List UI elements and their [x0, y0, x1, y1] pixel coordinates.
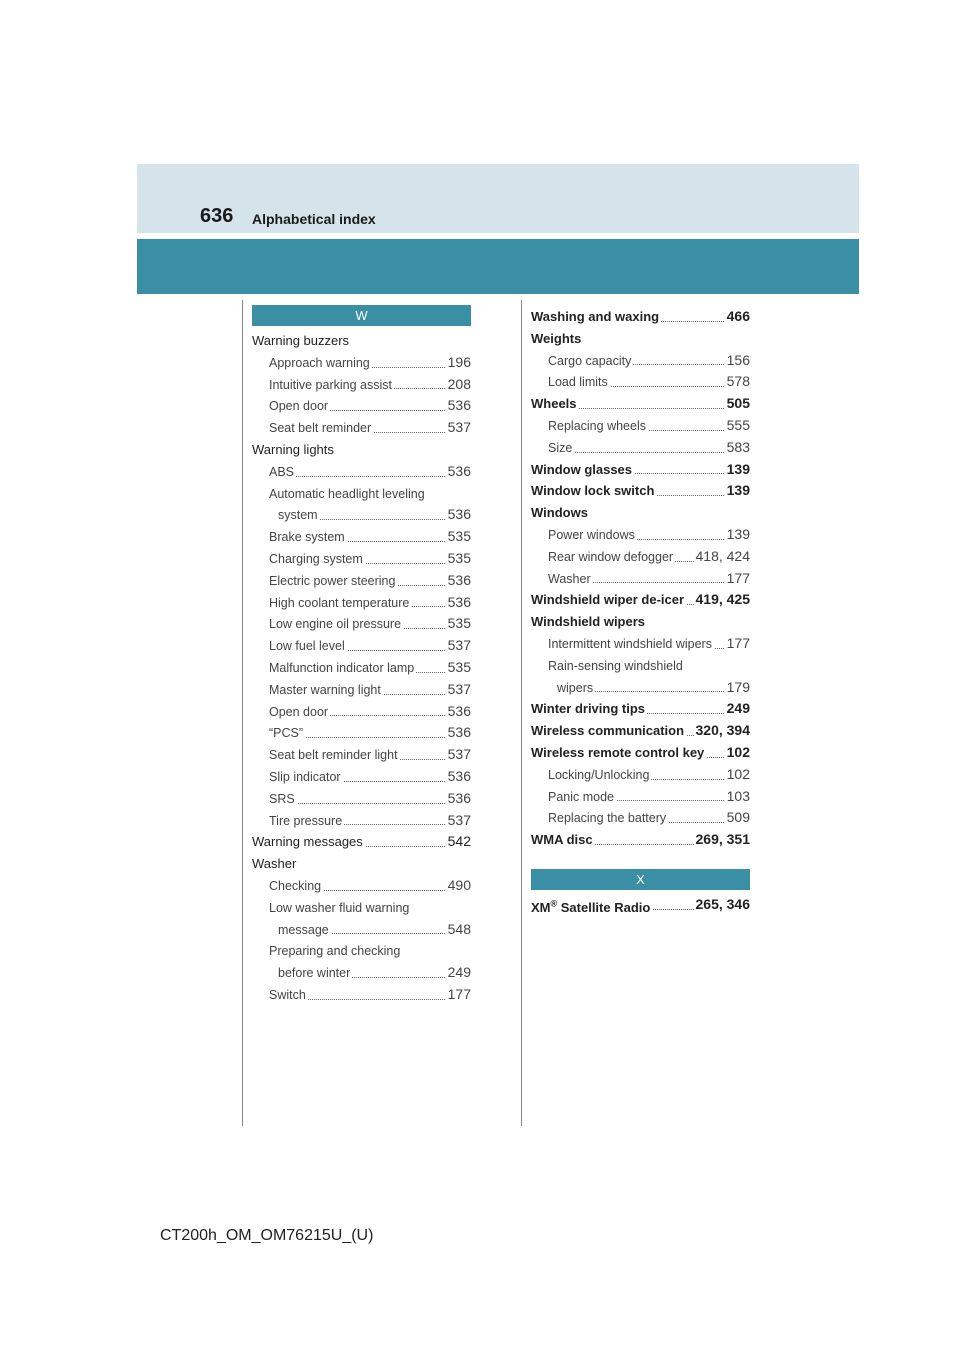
- entry-page: 537: [446, 635, 471, 657]
- entry-label: Replacing wheels: [548, 418, 646, 433]
- entry-label: ABS: [269, 464, 295, 479]
- entry-page: 419, 425: [694, 589, 751, 611]
- index-entry[interactable]: [531, 589, 750, 611]
- index-entry[interactable]: [531, 720, 750, 742]
- index-entry[interactable]: [252, 875, 471, 897]
- index-entry[interactable]: [252, 635, 471, 657]
- entry-label: Wireless communication: [531, 723, 685, 739]
- index-entry[interactable]: [252, 810, 471, 832]
- entry-page: 249: [725, 698, 750, 720]
- index-entry[interactable]: [531, 393, 750, 415]
- entry-page: 265, 346: [694, 894, 751, 916]
- index-entry[interactable]: [252, 526, 471, 548]
- section-title: Alphabetical index: [252, 211, 376, 227]
- entry-page: 536: [446, 395, 471, 417]
- index-entry[interactable]: [531, 829, 750, 851]
- index-entry[interactable]: [531, 764, 750, 786]
- index-entry[interactable]: [252, 831, 471, 853]
- middle-column-rule: [521, 300, 522, 1126]
- left-entry-list: [252, 330, 471, 1006]
- index-entry[interactable]: [252, 330, 471, 352]
- index-entry[interactable]: [252, 679, 471, 701]
- index-entry[interactable]: [531, 437, 750, 459]
- entry-page: 536: [446, 592, 471, 614]
- entry-label: Slip indicator: [269, 769, 341, 784]
- entry-label: Weights: [531, 330, 582, 346]
- entry-label: Window lock switch: [531, 483, 655, 499]
- entry-label: Tire pressure: [269, 813, 343, 828]
- entry-label: WMA disc: [531, 832, 593, 848]
- index-entry[interactable]: [252, 940, 471, 962]
- entry-label: Washing and waxing: [531, 309, 660, 324]
- entry-page: 536: [446, 722, 471, 744]
- entry-label: Load limits: [548, 375, 608, 390]
- entry-page: 535: [446, 548, 471, 570]
- entry-page: 249: [446, 962, 471, 984]
- entry-page: 542: [446, 831, 471, 853]
- entry-page: 505: [725, 393, 750, 415]
- entry-page: 535: [446, 526, 471, 548]
- index-entry[interactable]: [252, 548, 471, 570]
- entry-label: Checking: [269, 878, 322, 893]
- entry-page: 555: [725, 415, 750, 437]
- index-entry[interactable]: [252, 701, 471, 723]
- entry-label: Wheels: [531, 396, 577, 412]
- right-entry-list: [531, 306, 750, 851]
- index-entry[interactable]: [531, 698, 750, 720]
- entry-label: “PCS”: [269, 726, 304, 741]
- entry-label: SRS: [269, 791, 295, 806]
- entry-label: Preparing and checking: [269, 944, 401, 959]
- index-entry[interactable]: [531, 633, 750, 655]
- entry-label: before winter: [278, 966, 351, 981]
- header-band-dark: [137, 239, 859, 294]
- index-entry[interactable]: [531, 306, 750, 328]
- index-entry[interactable]: [252, 984, 471, 1006]
- index-entry[interactable]: [531, 742, 750, 764]
- entry-label: Seat belt reminder light: [269, 748, 398, 763]
- index-entry[interactable]: [531, 894, 750, 916]
- index-entry[interactable]: [252, 788, 471, 810]
- entry-page: 536: [446, 788, 471, 810]
- entry-label: XM® Satellite Radio: [531, 898, 651, 916]
- entry-page: 583: [725, 437, 750, 459]
- entry-page: 509: [725, 807, 750, 829]
- index-entry[interactable]: [252, 352, 471, 374]
- entry-label: system: [278, 508, 318, 523]
- index-entry[interactable]: [252, 374, 471, 396]
- entry-label: Switch: [269, 987, 306, 1002]
- index-entry[interactable]: [531, 568, 750, 590]
- entry-page: 269, 351: [694, 829, 751, 851]
- document-code: CT200h_OM_OM76215U_(U): [160, 1227, 374, 1244]
- index-entry[interactable]: [531, 655, 750, 677]
- entry-page: 156: [725, 350, 750, 372]
- entry-label: Window glasses: [531, 461, 633, 477]
- entry-page: 536: [446, 701, 471, 723]
- left-index-column: [252, 305, 471, 1006]
- index-entry[interactable]: [252, 417, 471, 439]
- index-entry[interactable]: [531, 546, 750, 568]
- index-entry[interactable]: [531, 350, 750, 372]
- index-entry[interactable]: [252, 483, 471, 505]
- entry-label: Electric power steering: [269, 573, 396, 588]
- entry-page: 537: [446, 810, 471, 832]
- entry-label: Windows: [531, 505, 588, 521]
- entry-page: 102: [725, 742, 750, 764]
- entry-page: 536: [446, 570, 471, 592]
- entry-page: 196: [446, 352, 471, 374]
- entry-page: 536: [446, 504, 471, 526]
- entry-label: Malfunction indicator lamp: [269, 660, 415, 675]
- index-entry[interactable]: [531, 415, 750, 437]
- entry-label: Power windows: [548, 527, 635, 542]
- header-band-light: [137, 164, 859, 233]
- entry-page: 179: [725, 677, 750, 699]
- entry-page: 490: [446, 875, 471, 897]
- entry-page: 418, 424: [694, 546, 751, 568]
- entry-label: Warning buzzers: [252, 333, 350, 348]
- entry-label: High coolant temperature: [269, 595, 410, 610]
- entry-label: Rain-sensing windshield: [548, 658, 683, 673]
- leader-dots: [269, 803, 471, 804]
- entry-label: Low fuel level: [269, 639, 345, 654]
- index-entry[interactable]: [252, 570, 471, 592]
- entry-page: 537: [446, 679, 471, 701]
- index-entry[interactable]: [252, 897, 471, 919]
- entry-label: Low washer fluid warning: [269, 900, 410, 915]
- entry-label: Panic mode: [548, 789, 615, 804]
- entry-label: Intermittent windshield wipers: [548, 636, 712, 651]
- index-entry[interactable]: [531, 524, 750, 546]
- entry-label: Warning lights: [252, 441, 334, 457]
- index-entry[interactable]: [531, 371, 750, 393]
- index-entry[interactable]: [252, 919, 471, 941]
- entry-label: Warning messages: [252, 834, 363, 850]
- index-entry[interactable]: [252, 395, 471, 417]
- index-entry[interactable]: [531, 328, 750, 350]
- entry-label: Open door: [269, 399, 329, 414]
- index-entry[interactable]: [252, 439, 471, 461]
- leader-dots: [548, 452, 750, 453]
- index-entry[interactable]: [531, 786, 750, 808]
- entry-page: 536: [446, 766, 471, 788]
- entry-label: Windshield wiper de-icer: [531, 592, 685, 608]
- entry-page: 537: [446, 417, 471, 439]
- index-entry[interactable]: [531, 677, 750, 699]
- index-entry[interactable]: [252, 657, 471, 679]
- entry-page: 208: [446, 374, 471, 396]
- entry-page: 177: [725, 633, 750, 655]
- entry-label: Seat belt reminder: [269, 421, 372, 436]
- entry-label: Replacing the battery: [548, 811, 667, 826]
- index-entry[interactable]: [531, 807, 750, 829]
- entry-label: Automatic headlight leveling: [269, 486, 425, 501]
- entry-label: Wireless remote control key: [531, 744, 705, 760]
- entry-page: 536: [446, 461, 471, 483]
- entry-label: Size: [548, 440, 573, 455]
- entry-page: 466: [725, 306, 750, 328]
- right-index-column: [531, 306, 750, 916]
- entry-page: 535: [446, 613, 471, 635]
- entry-label: message: [278, 922, 329, 937]
- index-entry[interactable]: [531, 480, 750, 502]
- index-entry[interactable]: [252, 766, 471, 788]
- entry-label: Washer: [252, 856, 297, 872]
- entry-label: Winter driving tips: [531, 701, 645, 717]
- entry-label: Open door: [269, 704, 329, 719]
- index-entry[interactable]: [252, 853, 471, 875]
- left-column-rule: [242, 300, 243, 1126]
- index-entry[interactable]: [531, 459, 750, 481]
- entry-label: Approach warning: [269, 355, 370, 370]
- letter-heading-x: X: [531, 869, 750, 890]
- letter-heading-w: W: [252, 305, 471, 326]
- index-entry[interactable]: [252, 744, 471, 766]
- index-entry[interactable]: [252, 461, 471, 483]
- entry-label: Brake system: [269, 530, 345, 545]
- entry-label: Windshield wipers: [531, 614, 646, 630]
- leader-dots: [269, 476, 471, 477]
- entry-page: 139: [725, 480, 750, 502]
- index-entry[interactable]: [531, 611, 750, 633]
- entry-page: 102: [725, 764, 750, 786]
- entry-label: Charging system: [269, 551, 363, 566]
- entry-page: 139: [725, 524, 750, 546]
- entry-label: Locking/Unlocking: [548, 767, 650, 782]
- index-entry[interactable]: [252, 962, 471, 984]
- entry-page: 177: [725, 568, 750, 590]
- entry-page: 177: [446, 984, 471, 1006]
- entry-label: wipers: [557, 680, 594, 695]
- entry-page: 320, 394: [694, 720, 751, 742]
- index-entry[interactable]: [531, 502, 750, 524]
- entry-page: 548: [446, 919, 471, 941]
- index-entry[interactable]: [252, 504, 471, 526]
- index-entry[interactable]: [252, 722, 471, 744]
- entry-label: Intuitive parking assist: [269, 377, 392, 392]
- entry-label: Master warning light: [269, 682, 381, 697]
- entry-label: Washer: [548, 571, 591, 586]
- entry-page: 578: [725, 371, 750, 393]
- index-entry[interactable]: [252, 592, 471, 614]
- entry-page: 537: [446, 744, 471, 766]
- entry-label: Rear window defogger: [548, 549, 674, 564]
- entry-label: Low engine oil pressure: [269, 617, 402, 632]
- entry-page: 535: [446, 657, 471, 679]
- page-number: 636: [200, 205, 234, 227]
- entry-page: 103: [725, 786, 750, 808]
- entry-label: Cargo capacity: [548, 353, 632, 368]
- index-entry[interactable]: [252, 613, 471, 635]
- entry-page: 139: [725, 459, 750, 481]
